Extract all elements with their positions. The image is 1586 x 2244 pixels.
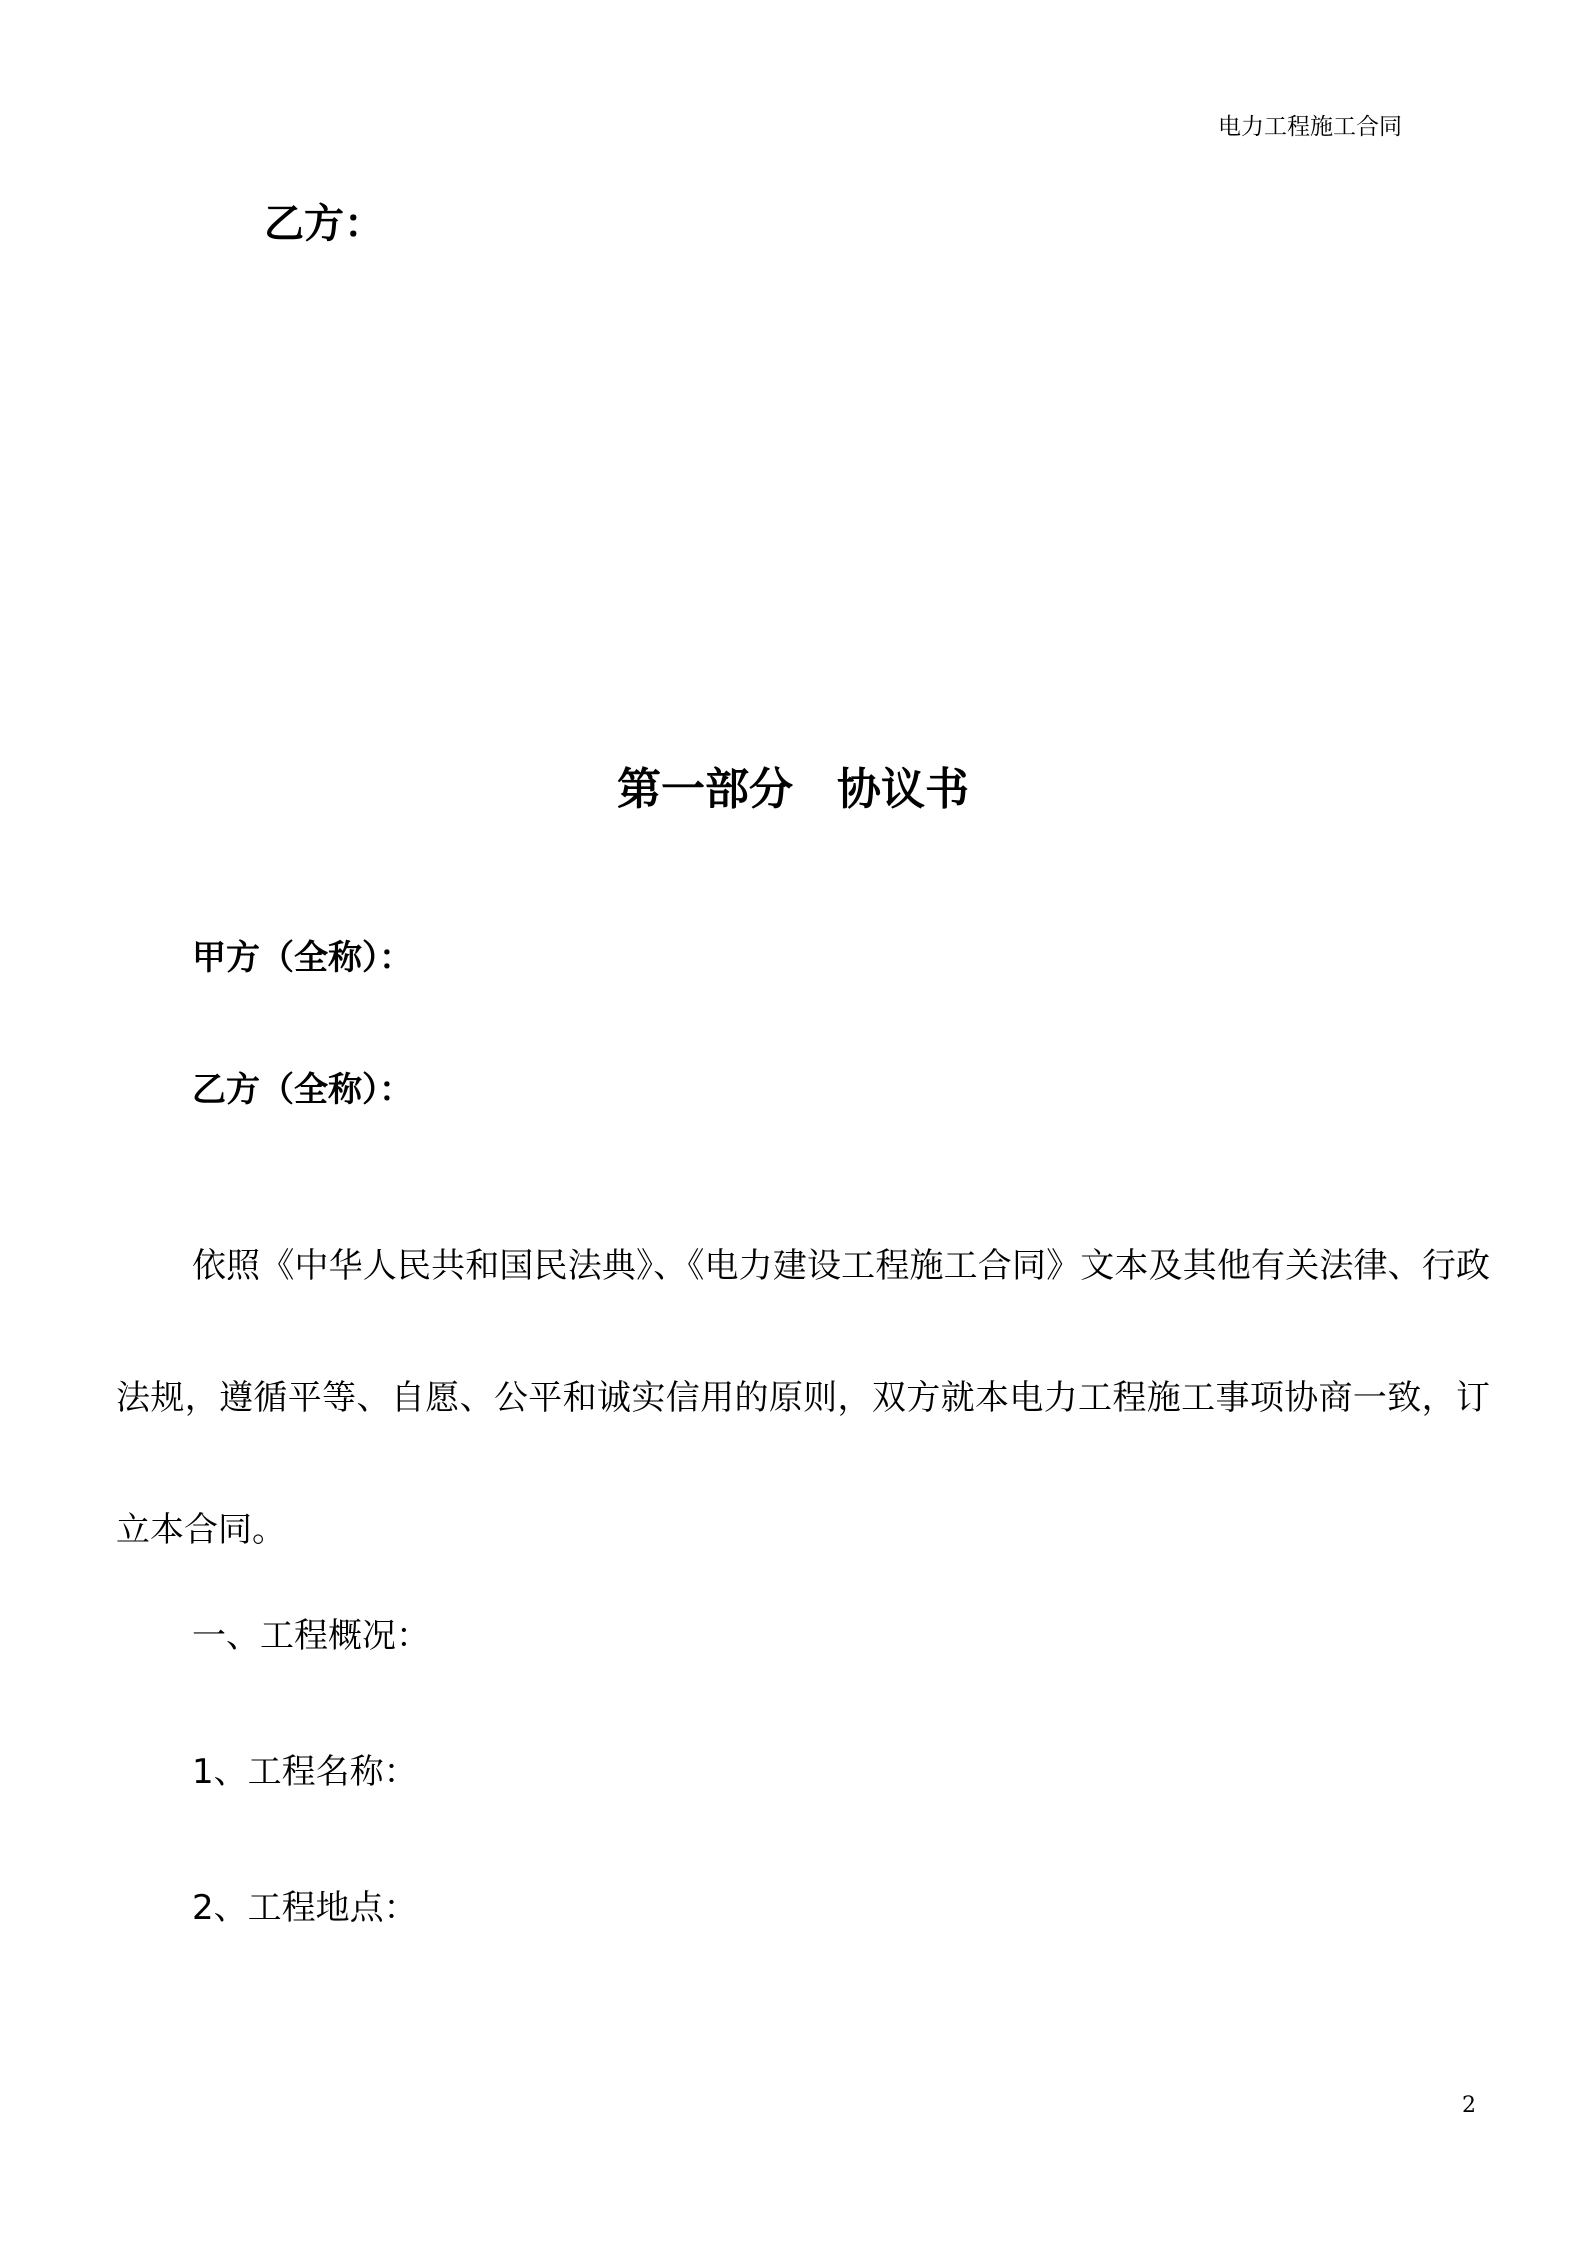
page-number: 2 — [1462, 2093, 1476, 2118]
section-title: 第一部分 协议书 — [617, 764, 969, 815]
party-b-field-label: 乙方（全称）： — [192, 1070, 413, 1110]
project-name-item: 1、工程名称： — [192, 1752, 418, 1792]
party-a-field-label: 甲方（全称）： — [192, 938, 413, 978]
intro-paragraph: 依照《中华人民共和国民法典》、《电力建设工程施工合同》文本及其他有关法律、行政法规，遵循平等、自愿、公平和诚实信用的原则，双方就本电力工程施工事项协商一致，订立本合同。 — [116, 1246, 1490, 1550]
project-location-item: 2、工程地点： — [192, 1888, 418, 1928]
running-header: 电力工程施工合同 — [1218, 114, 1402, 140]
overview-heading: 一、工程概况： — [192, 1616, 430, 1656]
cover-party-b-label: 乙方： — [264, 201, 384, 247]
